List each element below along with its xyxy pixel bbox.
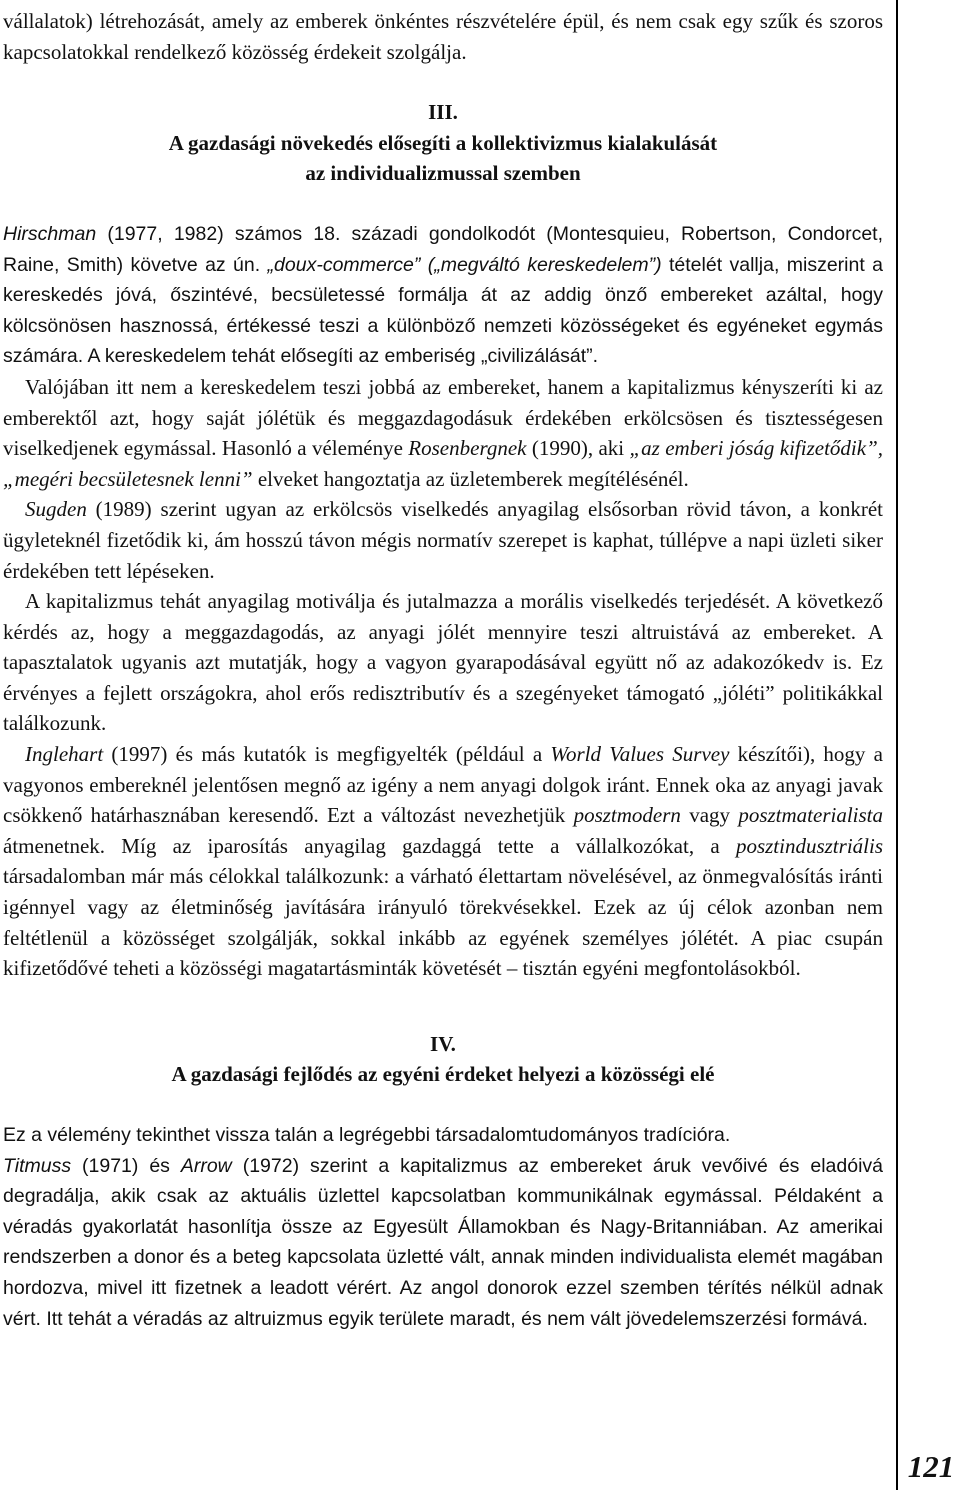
sugden-text: (1989) szerint ugyan az erkölcsös viselkedés anyagilag elsősorban rövid távon, a konkrét ügyleteknél fizetődik ki, ám hosszú távon mégis normatív szerepet is kaphat, túllépve a napi üzleti siker érdekében tett lépéseken. <box>3 497 883 583</box>
section-3-title-line-1: A gazdasági növekedés elősegíti a kollektivizmus kialakulását <box>168 130 718 155</box>
margin-rule <box>896 0 898 1490</box>
author-sugden: Sugden <box>25 497 87 522</box>
world-values-survey: World Values Survey <box>550 742 730 767</box>
section-3-number: III. <box>428 100 458 125</box>
section-3-title-line-2: az individualizmussal szemben <box>305 161 581 186</box>
author-rosenberg: Rosenbergnek <box>408 436 527 461</box>
doux-commerce-term: „doux-commerce” („megváltó kereskedelem”) <box>260 253 662 276</box>
valojaban-text-3: elveket hangoztatja az üzletemberek megítélésénél. <box>252 466 689 491</box>
paragraph-sugden <box>3 494 883 586</box>
paragraph-kapitalizmus: A kapitalizmus tehát anyagilag motiválja és jutalmazza a morális viselkedés terjedését. A következő kérdés az, hogy a meggazdagodás, az anyagi jólét mennyire teszi altruistává az embereket. A tapasztalatok ugyanis azt mutatják, hogy a vagyon gyarapodásával együtt nő az adakozókedv is. Ez érvényes a fejlett országokra, ahol erős redisztributív és a szegényeket támogató „jóléti” politikákkal találkozunk. <box>3 589 883 736</box>
paragraph-inglehart <box>3 739 883 984</box>
inglehart-text-4: átmenetnek. Míg az iparosítás anyagilag gazdaggá tette a vállalkozókat, a <box>3 833 736 858</box>
inglehart-text-1: (1997) és más kutatók is megfigyelték (például a <box>103 742 551 767</box>
author-titmuss: Titmuss <box>3 1154 72 1177</box>
intro-paragraph: vállalatok) létrehozását, amely az emberek önkéntes részvételére épül, és nem csak egy szűk és szoros kapcsolatokkal rendelkező közösség érdekeit szolgálja. <box>3 9 883 64</box>
page-number: 121 <box>907 1449 955 1484</box>
author-hirschman: Hirschman <box>3 222 97 245</box>
rosenberg-quote: „az emberi jóság kifizetődik”, „megéri becsületesnek lenni” <box>3 436 883 491</box>
inglehart-text-2: készítői), hogy a vagyonos embereknél jelentősen megnő az igény a nem anyagi dolgok iránt. Ennek oka az anyagi javak csökkenő határhasznában keresendő. Ezt a változást nevezhetjük <box>3 742 883 828</box>
paragraph-hirschman <box>3 219 883 372</box>
valojaban-text-1: Valójában itt nem a kereskedelem teszi jobbá az embereket, hanem a kapitalizmus kényszeríti ki az emberektől azt, hogy saját jólétük és meggazdagodásuk érdekében erkölcsösen és tisztességesen viselkedjenek egymással. Hasonló a véleménye <box>3 374 883 461</box>
velemeny-text-2: (1971) és <box>71 1154 181 1177</box>
section-4-number: IV. <box>430 1031 456 1056</box>
paragraph-valojaban <box>3 372 883 494</box>
velemeny-text-1: Ez a vélemény tekinthet vissza talán a legrégebbi társadalomtudományos tradícióra. <box>3 1124 731 1146</box>
section-4-title: A gazdasági fejlődés az egyéni érdeket helyezi a közösségi elé <box>171 1062 715 1087</box>
inglehart-text-3: vagy <box>680 803 739 828</box>
velemeny-text-3: (1972) szerint a kapitalizmus az embereket áruk vevőivé és eladóivá degradálja, akik csak az aktuális üzlettel kapcsolatban kommunikálnak egymással. Példaként a véradás gyakorlatát hasonlítja össze az Egyesült Államokban és Nagy-Britanniában. Az amerikai rendszerben a donor és a beteg kapcsolata üzletté vált, annak minden individualista elemét magában hordozva, mivel itt fizetnek a leadott vérért. Az angol donorok ezzel szemben térítés nélkül adnak vért. Itt tehát a véradás az altruizmus egyik területe maradt, és nem vált jövedelemszerzési formává. <box>3 1154 883 1330</box>
term-posztmodern: posztmodern <box>573 803 681 828</box>
author-inglehart: Inglehart <box>25 742 104 767</box>
author-arrow: Arrow <box>180 1154 232 1177</box>
hirschman-text-1: (1977, 1982) számos 18. századi gondolkodót (Montesquieu, Robertson, Condorcet, Raine, Smith) követve az ún. <box>3 222 883 276</box>
text-column <box>3 6 883 1334</box>
paragraph-velemeny <box>3 1120 883 1334</box>
valojaban-text-2: (1990), aki <box>526 436 630 461</box>
term-posztindusztrialis: posztindusztriális <box>735 833 883 858</box>
inglehart-text-5: társadalomban már más célokkal találkozunk: a várható élettartam növelésével, az önmegvalósítás iránti igénnyel vagy az életminőség javítására irányuló törekvésekkel. Ezek az új célok azonban nem feltétlenül a közösséget szolgálják, sokkal inkább az egyének személyes jólétét. A piac csupán kifizetődővé teheti a közösségi magatartásminták követését – tisztán egyéni megfontolásokból. <box>3 864 883 981</box>
term-posztmaterialista: posztmaterialista <box>738 803 883 828</box>
hirschman-text-2: tételét vallja, miszerint a kereskedés jóvá, őszintévé, becsületessé formálja át az addig önző embereket azáltal, hogy kölcsönösen hasznossá, értékessé teszi a különböző nemzeti közösségeket és egyéneket egymás számára. A kereskedelem tehát elősegíti az emberiség „civilizálását”. <box>3 253 883 368</box>
